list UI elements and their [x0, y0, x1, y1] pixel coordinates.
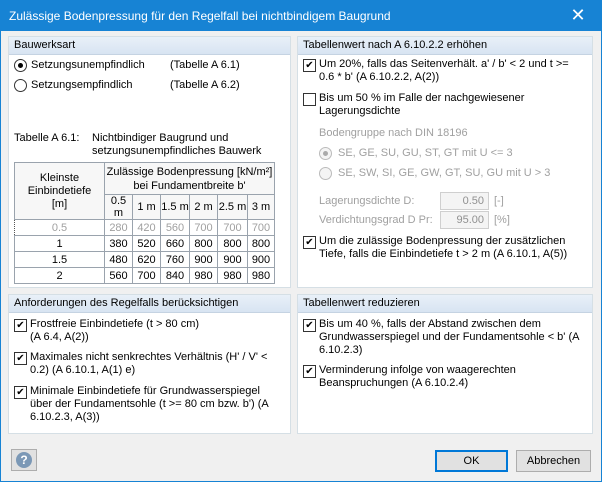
value-cell: 620: [133, 252, 161, 268]
check-bis-50-prozent[interactable]: [303, 93, 316, 106]
check-um-20-prozent-label[interactable]: Um 20%, falls das Seitenverhält. a' / b' < 2 und t >= 0.6 * b' (A 6.10.2.2, A(2)): [319, 58, 569, 83]
verdichtungsgrad-input[interactable]: 95.00: [440, 211, 489, 229]
value-cell: 900: [190, 252, 218, 268]
check-frostfreie-einbindetiefe[interactable]: [14, 319, 27, 332]
check-zusaetzliche-tiefe[interactable]: [303, 236, 316, 249]
radio-setzungsunempfindlich-label[interactable]: Setzungsunempfindlich: [31, 59, 145, 71]
verdichtungsgrad-unit: [%]: [494, 214, 510, 226]
table-row[interactable]: [15, 268, 275, 284]
reduzieren-group: [297, 294, 593, 434]
bodenpressung-table: [14, 162, 275, 284]
depth-cell[interactable]: 2: [15, 268, 105, 284]
check-bis-40-prozent-label[interactable]: Bis um 40 %, falls der Abstand zwischen dem Grundwasserspiegel und der Fundamentsohle < b' (A 6.10.2.3): [319, 318, 579, 356]
depth-header-line1: Kleinste: [39, 171, 80, 184]
check-minimale-einbindetiefe[interactable]: [14, 386, 27, 399]
cancel-button[interactable]: Abbrechen: [516, 450, 591, 472]
radio-bodengruppe-1-label[interactable]: SE, GE, SU, GU, ST, GT mit U <= 3: [338, 147, 513, 159]
value-cell: 800: [248, 236, 275, 252]
tabellenwert-erhoehen-group: [297, 36, 593, 288]
value-cell: 480: [105, 252, 133, 268]
value-cell: 280: [105, 220, 133, 236]
value-cell: 900: [218, 252, 248, 268]
col-header: 1 m: [133, 195, 161, 220]
bodengruppe-label: Bodengruppe nach DIN 18196: [319, 127, 468, 139]
value-cell: 520: [133, 236, 161, 252]
lagerungsdichte-label: Lagerungsdichte D:: [319, 195, 415, 207]
value-cell: 700: [248, 220, 275, 236]
check-maximales-verhaeltnis-label[interactable]: Maximales nicht senkrechtes Verhältnis (H' / V' < 0.2) (A 6.10.1, A(1) e): [30, 351, 268, 376]
table-ref-a61: (Tabelle A 6.1): [170, 59, 240, 71]
table-caption-text: Nichtbindiger Baugrund und setzungsunempfindliches Bauwerk: [92, 132, 262, 157]
table-ref-a62: (Tabelle A 6.2): [170, 79, 240, 91]
value-cell: 700: [218, 220, 248, 236]
pressure-header-line2: bei Fundamentbreite b': [133, 179, 246, 192]
ok-button[interactable]: OK: [435, 450, 508, 472]
check-minimale-einbindetiefe-label[interactable]: Minimale Einbindetiefe für Grundwasserspiegel über der Fundamentsohle (t >= 80 cm bzw. b') (A 6.10.2.3, A(3)): [30, 385, 269, 423]
col-header: 0.5 m: [105, 195, 133, 220]
value-cell: 700: [190, 220, 218, 236]
radio-bodengruppe-2[interactable]: [319, 167, 332, 180]
value-cell: 980: [248, 268, 275, 284]
value-cell: 560: [161, 220, 190, 236]
reduzieren-title: Tabellenwert reduzieren: [298, 295, 592, 313]
anforderungen-title: Anforderungen des Regelfalls berücksichtigen: [9, 295, 290, 313]
table-row[interactable]: [15, 220, 275, 236]
check-waagerechte-beanspruchungen[interactable]: [303, 365, 316, 378]
value-cell: 760: [161, 252, 190, 268]
bauwerksart-title: Bauwerksart: [9, 37, 290, 55]
anforderungen-group: [8, 294, 291, 434]
check-frostfreie-einbindetiefe-label[interactable]: Frostfreie Einbindetiefe (t > 80 cm) (A 6.4, A(2)): [30, 318, 200, 343]
check-waagerechte-beanspruchungen-label[interactable]: Verminderung infolge von waagerechten Beanspruchungen (A 6.10.2.4): [319, 364, 516, 389]
value-cell: 800: [218, 236, 248, 252]
value-cell: 840: [161, 268, 190, 284]
help-button[interactable]: [11, 449, 37, 471]
radio-bodengruppe-2-label[interactable]: SE, SW, SI, GE, GW, GT, SU, GU mit U > 3: [338, 167, 551, 179]
pressure-group-header: [105, 163, 275, 195]
depth-column-header: [15, 163, 105, 220]
col-header: 1.5 m: [161, 195, 190, 220]
depth-cell[interactable]: 1.5: [15, 252, 105, 268]
depth-header-line2: Einbindetiefe: [27, 184, 92, 197]
table-row[interactable]: [15, 252, 275, 268]
depth-cell[interactable]: 0.5: [15, 220, 105, 236]
check-bis-50-prozent-label[interactable]: Bis um 50 % im Falle der nachgewiesener Lagerungsdichte: [319, 92, 525, 117]
depth-header-line3: [m]: [51, 197, 68, 210]
table-row[interactable]: [15, 236, 275, 252]
bauwerksart-group: [8, 36, 291, 288]
col-header: 2.5 m: [218, 195, 248, 220]
radio-setzungsunempfindlich[interactable]: [14, 59, 27, 72]
depth-cell[interactable]: 1: [15, 236, 105, 252]
pressure-header-line1: Zulässige Bodenpressung [kN/m²]: [106, 165, 273, 178]
value-cell: 380: [105, 236, 133, 252]
tabellenwert-erhoehen-title: Tabellenwert nach A 6.10.2.2 erhöhen: [298, 37, 592, 55]
verdichtungsgrad-label: Verdichtungsgrad D Pr:: [319, 214, 433, 226]
window-title: Zulässige Bodenpressung für den Regelfall bei nichtbindigem Baugrund: [9, 9, 391, 23]
radio-setzungsempfindlich[interactable]: [14, 79, 27, 92]
title-bar: [1, 1, 601, 31]
lagerungsdichte-unit: [-]: [494, 195, 504, 207]
lagerungsdichte-input[interactable]: 0.50: [440, 192, 489, 210]
value-cell: 980: [218, 268, 248, 284]
close-icon[interactable]: ✕: [570, 5, 586, 25]
radio-bodengruppe-1[interactable]: [319, 147, 332, 160]
radio-setzungsempfindlich-label[interactable]: Setzungsempfindlich: [31, 79, 133, 91]
value-cell: 900: [248, 252, 275, 268]
value-cell: 660: [161, 236, 190, 252]
value-cell: 420: [133, 220, 161, 236]
value-cell: 700: [133, 268, 161, 284]
table-caption-id: Tabelle A 6.1:: [14, 132, 80, 144]
col-header: 3 m: [248, 195, 275, 220]
value-cell: 560: [105, 268, 133, 284]
check-maximales-verhaeltnis[interactable]: [14, 352, 27, 365]
check-um-20-prozent[interactable]: [303, 59, 316, 72]
check-bis-40-prozent[interactable]: [303, 319, 316, 332]
check-zusaetzliche-tiefe-label[interactable]: Um die zulässige Bodenpressung der zusätzlichen Tiefe, falls die Einbindetiefe t > 2 m (A 6.10.1, A(5)): [319, 235, 568, 260]
help-icon: ?: [16, 452, 32, 468]
col-header: 2 m: [190, 195, 218, 220]
value-cell: 980: [190, 268, 218, 284]
value-cell: 800: [190, 236, 218, 252]
